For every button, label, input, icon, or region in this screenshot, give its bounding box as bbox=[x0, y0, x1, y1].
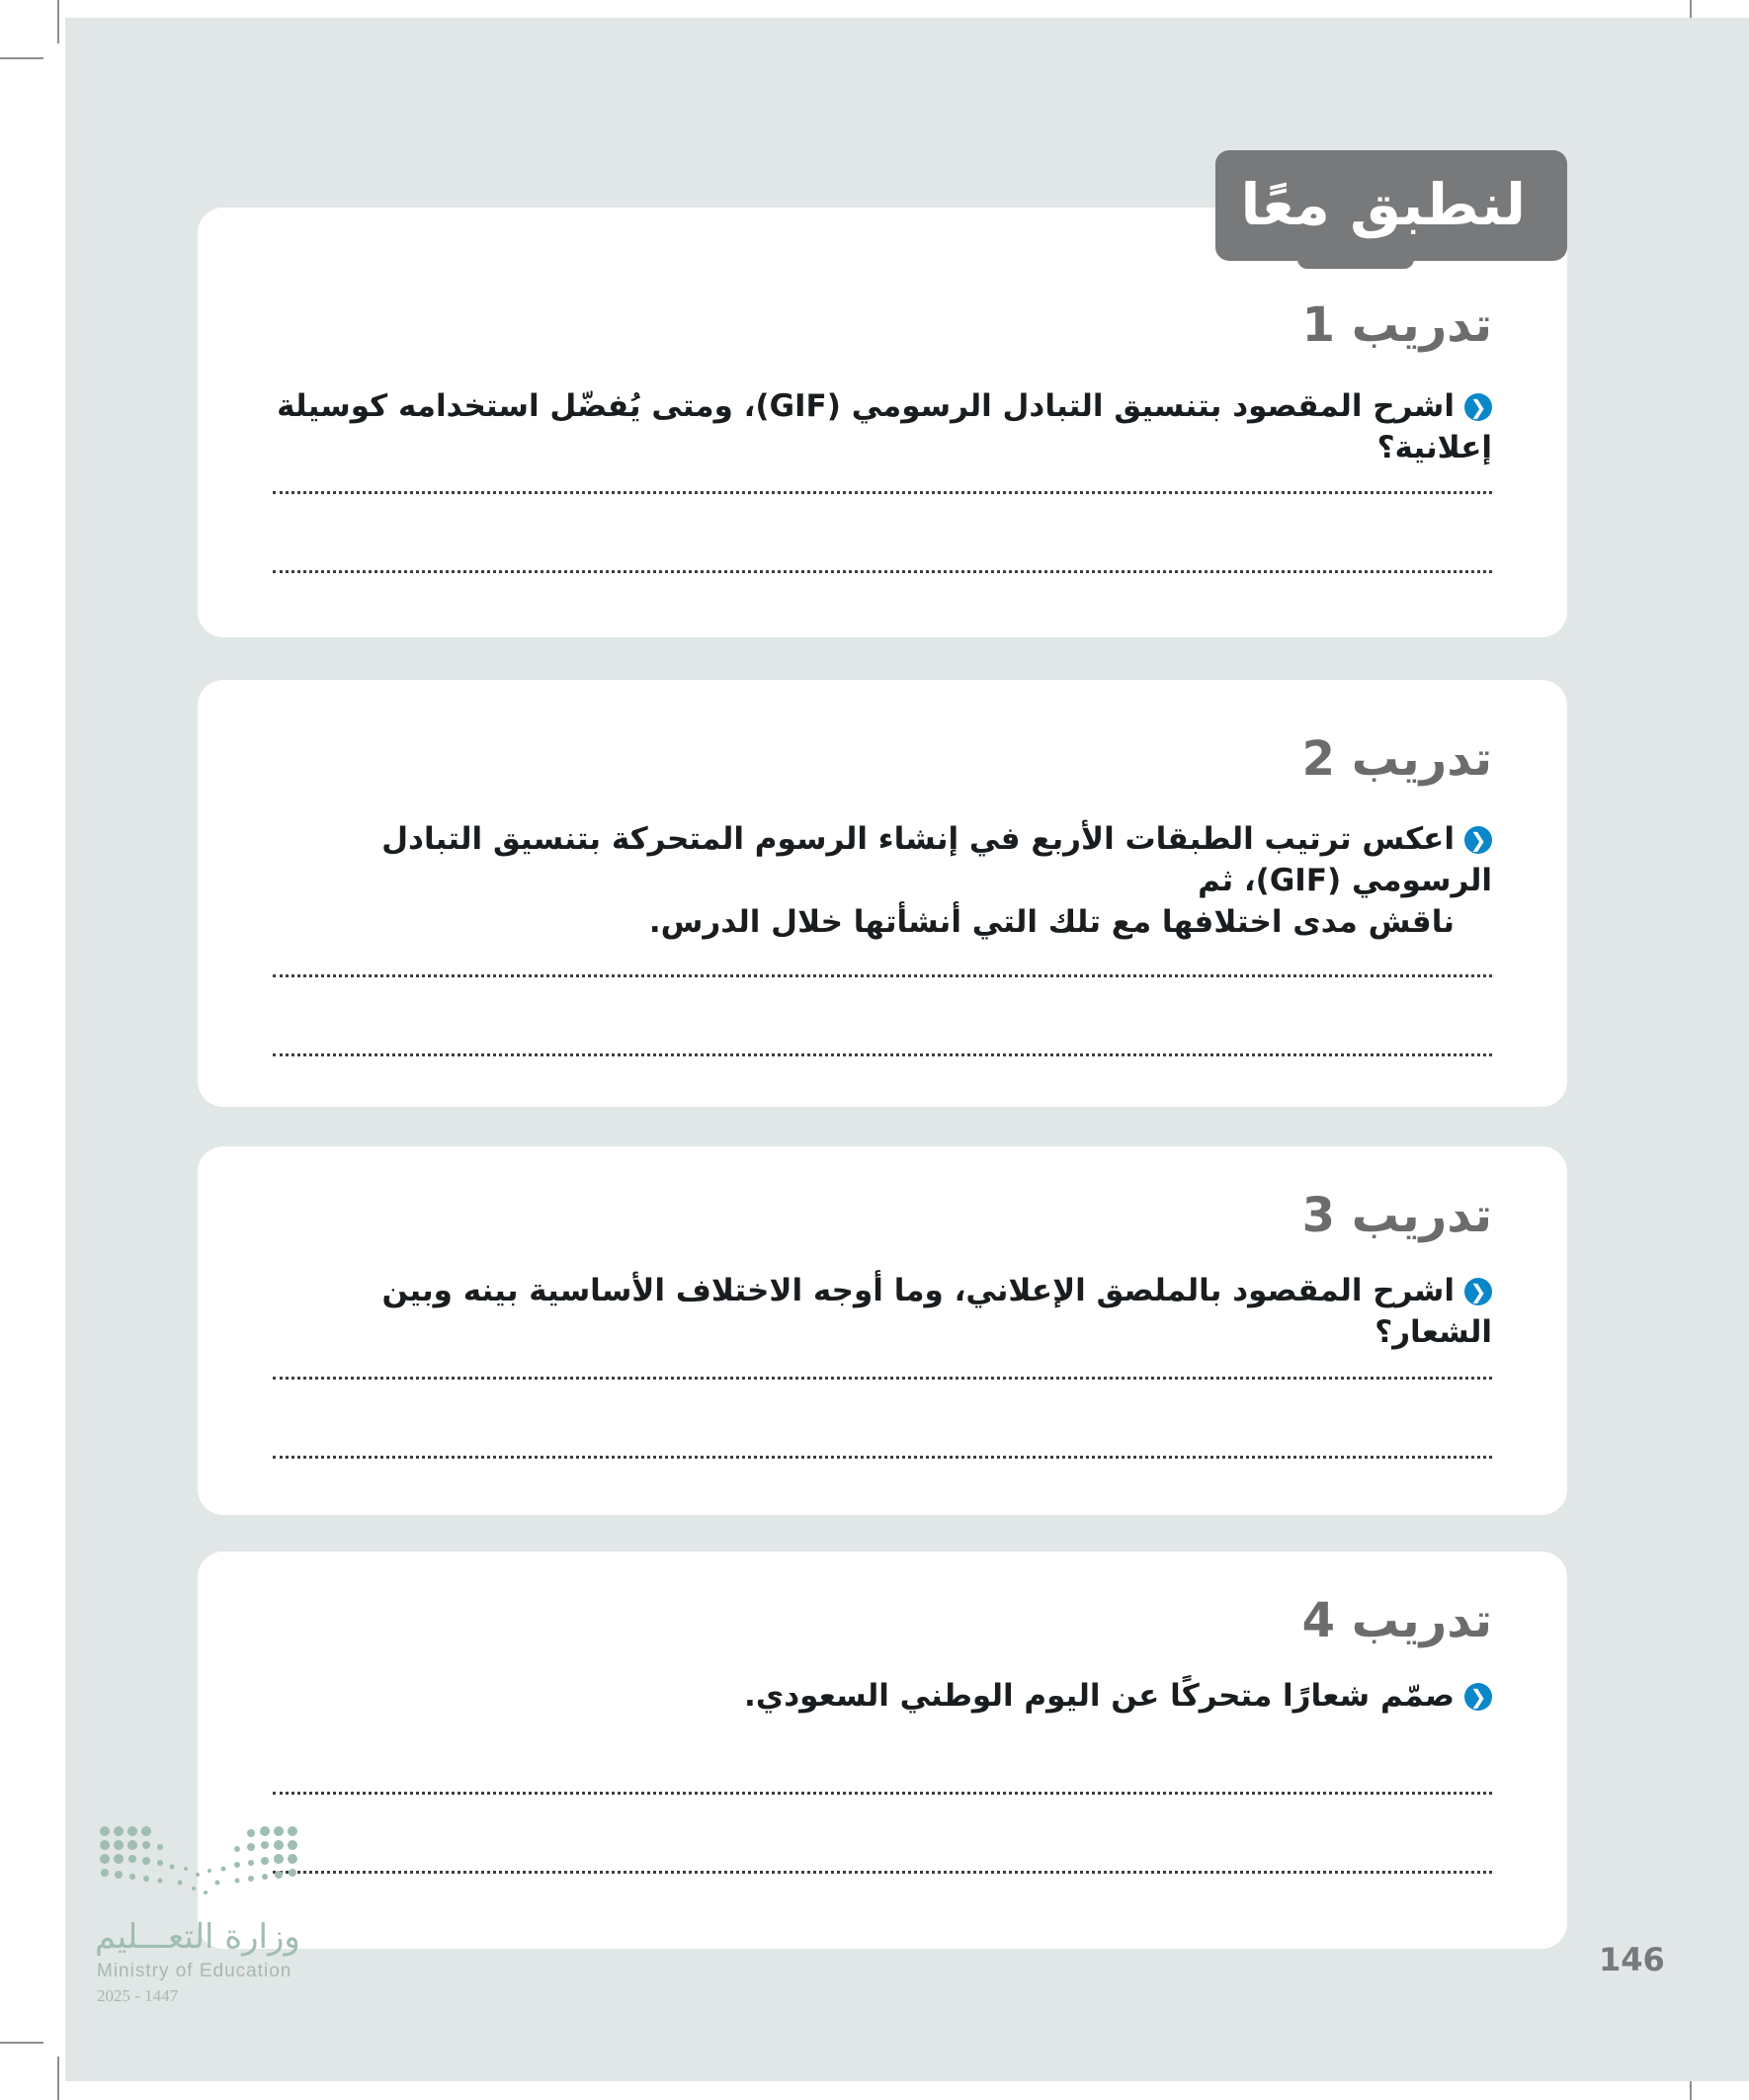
section-title-tab: لنطبق معًا bbox=[1215, 150, 1567, 261]
chevron-circle-left-icon: ❮ bbox=[1464, 826, 1492, 854]
ministry-name-arabic: وزارة التعـــليم bbox=[95, 1917, 300, 1957]
exercise-card-3 bbox=[198, 1146, 1567, 1515]
page-number: 146 bbox=[1599, 1941, 1665, 1978]
exercise-card-2 bbox=[198, 680, 1567, 1107]
exercise-question bbox=[257, 818, 1492, 943]
answer-line[interactable] bbox=[273, 1053, 1492, 1056]
chevron-circle-left-icon: ❮ bbox=[1464, 1683, 1492, 1711]
question-line bbox=[257, 901, 1492, 943]
answer-line[interactable] bbox=[273, 1871, 1492, 1874]
answer-line[interactable] bbox=[273, 974, 1492, 977]
crop-mark bbox=[57, 0, 59, 43]
answer-line[interactable] bbox=[273, 1456, 1492, 1459]
logo-dots bbox=[100, 1826, 297, 1894]
chevron-circle-left-icon: ❮ bbox=[1464, 1278, 1492, 1305]
answer-line[interactable] bbox=[273, 570, 1492, 573]
exercise-title: تدريب 4 bbox=[1301, 1593, 1492, 1648]
exercise-title: تدريب 3 bbox=[1301, 1188, 1492, 1243]
answer-line[interactable] bbox=[273, 491, 1492, 494]
crop-mark bbox=[0, 57, 43, 59]
ministry-year: 2025 - 1447 bbox=[97, 1986, 179, 2005]
question-text: اشرح المقصود بتنسيق التبادل الرسومي (GIF)، ومتى يُفضّل استخدامه كوسيلة إعلانية؟ bbox=[277, 388, 1492, 465]
question-text: صمّم شعارًا متحركًا عن اليوم الوطني السعودي. bbox=[744, 1678, 1455, 1714]
exercise-title: تدريب 1 bbox=[1301, 297, 1492, 353]
question-text: اشرح المقصود بالملصق الإعلاني، وما أوجه الاختلاف الأساسية بينه وبين الشعار؟ bbox=[381, 1273, 1492, 1350]
exercise-question bbox=[263, 385, 1492, 468]
exercise-card-4 bbox=[198, 1552, 1567, 1949]
crop-mark bbox=[0, 2042, 43, 2044]
ministry-name-english: Ministry of Education bbox=[97, 1961, 292, 1981]
crop-mark bbox=[57, 2057, 59, 2100]
chevron-circle-left-icon: ❮ bbox=[1464, 393, 1492, 421]
exercise-question bbox=[263, 1675, 1492, 1717]
exercise-title: تدريب 2 bbox=[1301, 731, 1492, 787]
question-text: اعكس ترتيب الطبقات الأربع في إنشاء الرسوم المتحركة بتنسيق التبادل الرسومي (GIF)، ثم bbox=[381, 821, 1492, 898]
answer-line[interactable] bbox=[273, 1792, 1492, 1795]
question-text: ناقش مدى اختلافها مع تلك التي أنشأتها خلال الدرس. bbox=[648, 904, 1455, 940]
exercise-card-1 bbox=[198, 208, 1567, 637]
question-line bbox=[257, 818, 1492, 901]
exercise-question bbox=[263, 1270, 1492, 1353]
answer-line[interactable] bbox=[273, 1377, 1492, 1380]
